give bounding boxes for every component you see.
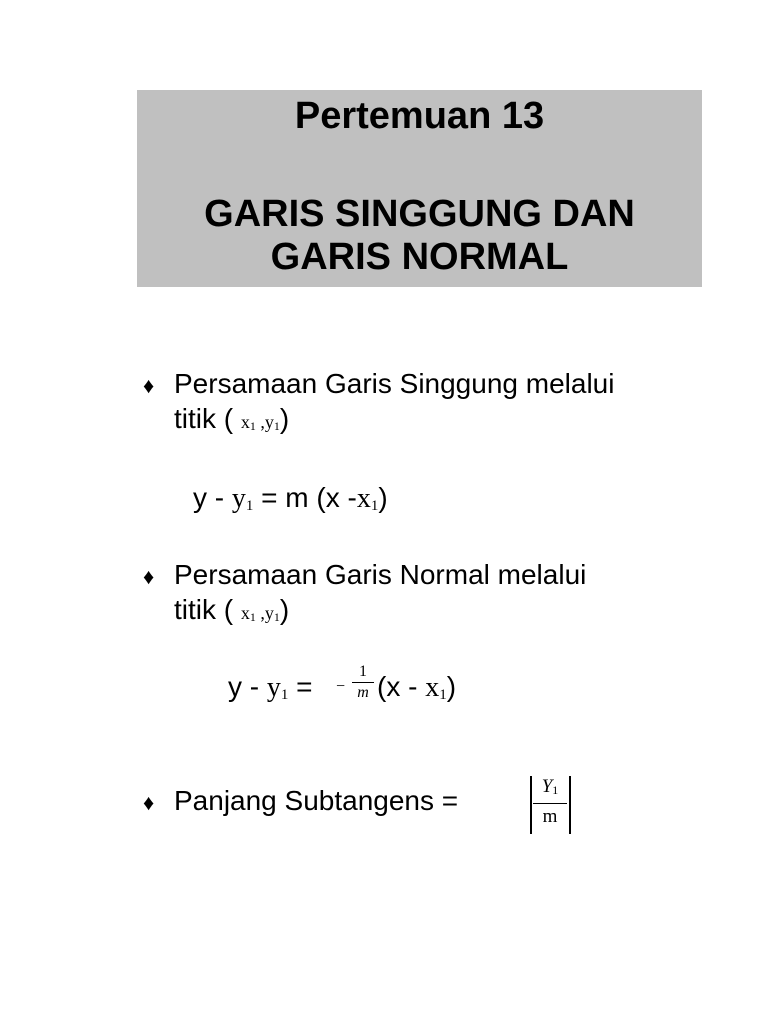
page-title: Pertemuan 13 <box>294 95 545 137</box>
tangent-equation: y - y1 = m (x -x1) <box>193 482 388 514</box>
item-normal-line2: titik ( x1 ,y1) <box>174 594 290 625</box>
subtitle-line-1: GARIS SINGGUNG DAN <box>204 193 635 235</box>
bullet-icon: ♦ <box>143 790 155 815</box>
title-box <box>137 90 702 287</box>
item-normal-line1: Persamaan Garis Normal melalui <box>174 559 587 590</box>
bullet-icon: ♦ <box>143 564 155 589</box>
normal-equation-minus: − <box>336 678 346 695</box>
normal-equation-left: y - y1 = <box>228 671 313 703</box>
bullet-icon: ♦ <box>143 373 155 398</box>
abs-bar-right <box>569 776 571 834</box>
item-normal-heading <box>174 557 586 635</box>
item-subtangent-label: Panjang Subtangens = <box>174 785 459 816</box>
abs-bar-left <box>530 776 532 834</box>
item-tangent-line2: titik ( x1 ,y1) <box>174 403 290 434</box>
subtitle-line-2: GARIS NORMAL <box>270 236 569 278</box>
subtangent-fraction: $\frac{Y1}{m}$ <box>533 774 567 830</box>
item-tangent-line1: Persamaan Garis Singgung melalui <box>174 368 615 399</box>
normal-equation-fraction: $\frac{1}{m}$ <box>352 662 374 703</box>
normal-equation-right: (x - x1) <box>377 671 457 703</box>
item-tangent-heading <box>174 366 614 444</box>
page-subtitle <box>137 193 702 279</box>
